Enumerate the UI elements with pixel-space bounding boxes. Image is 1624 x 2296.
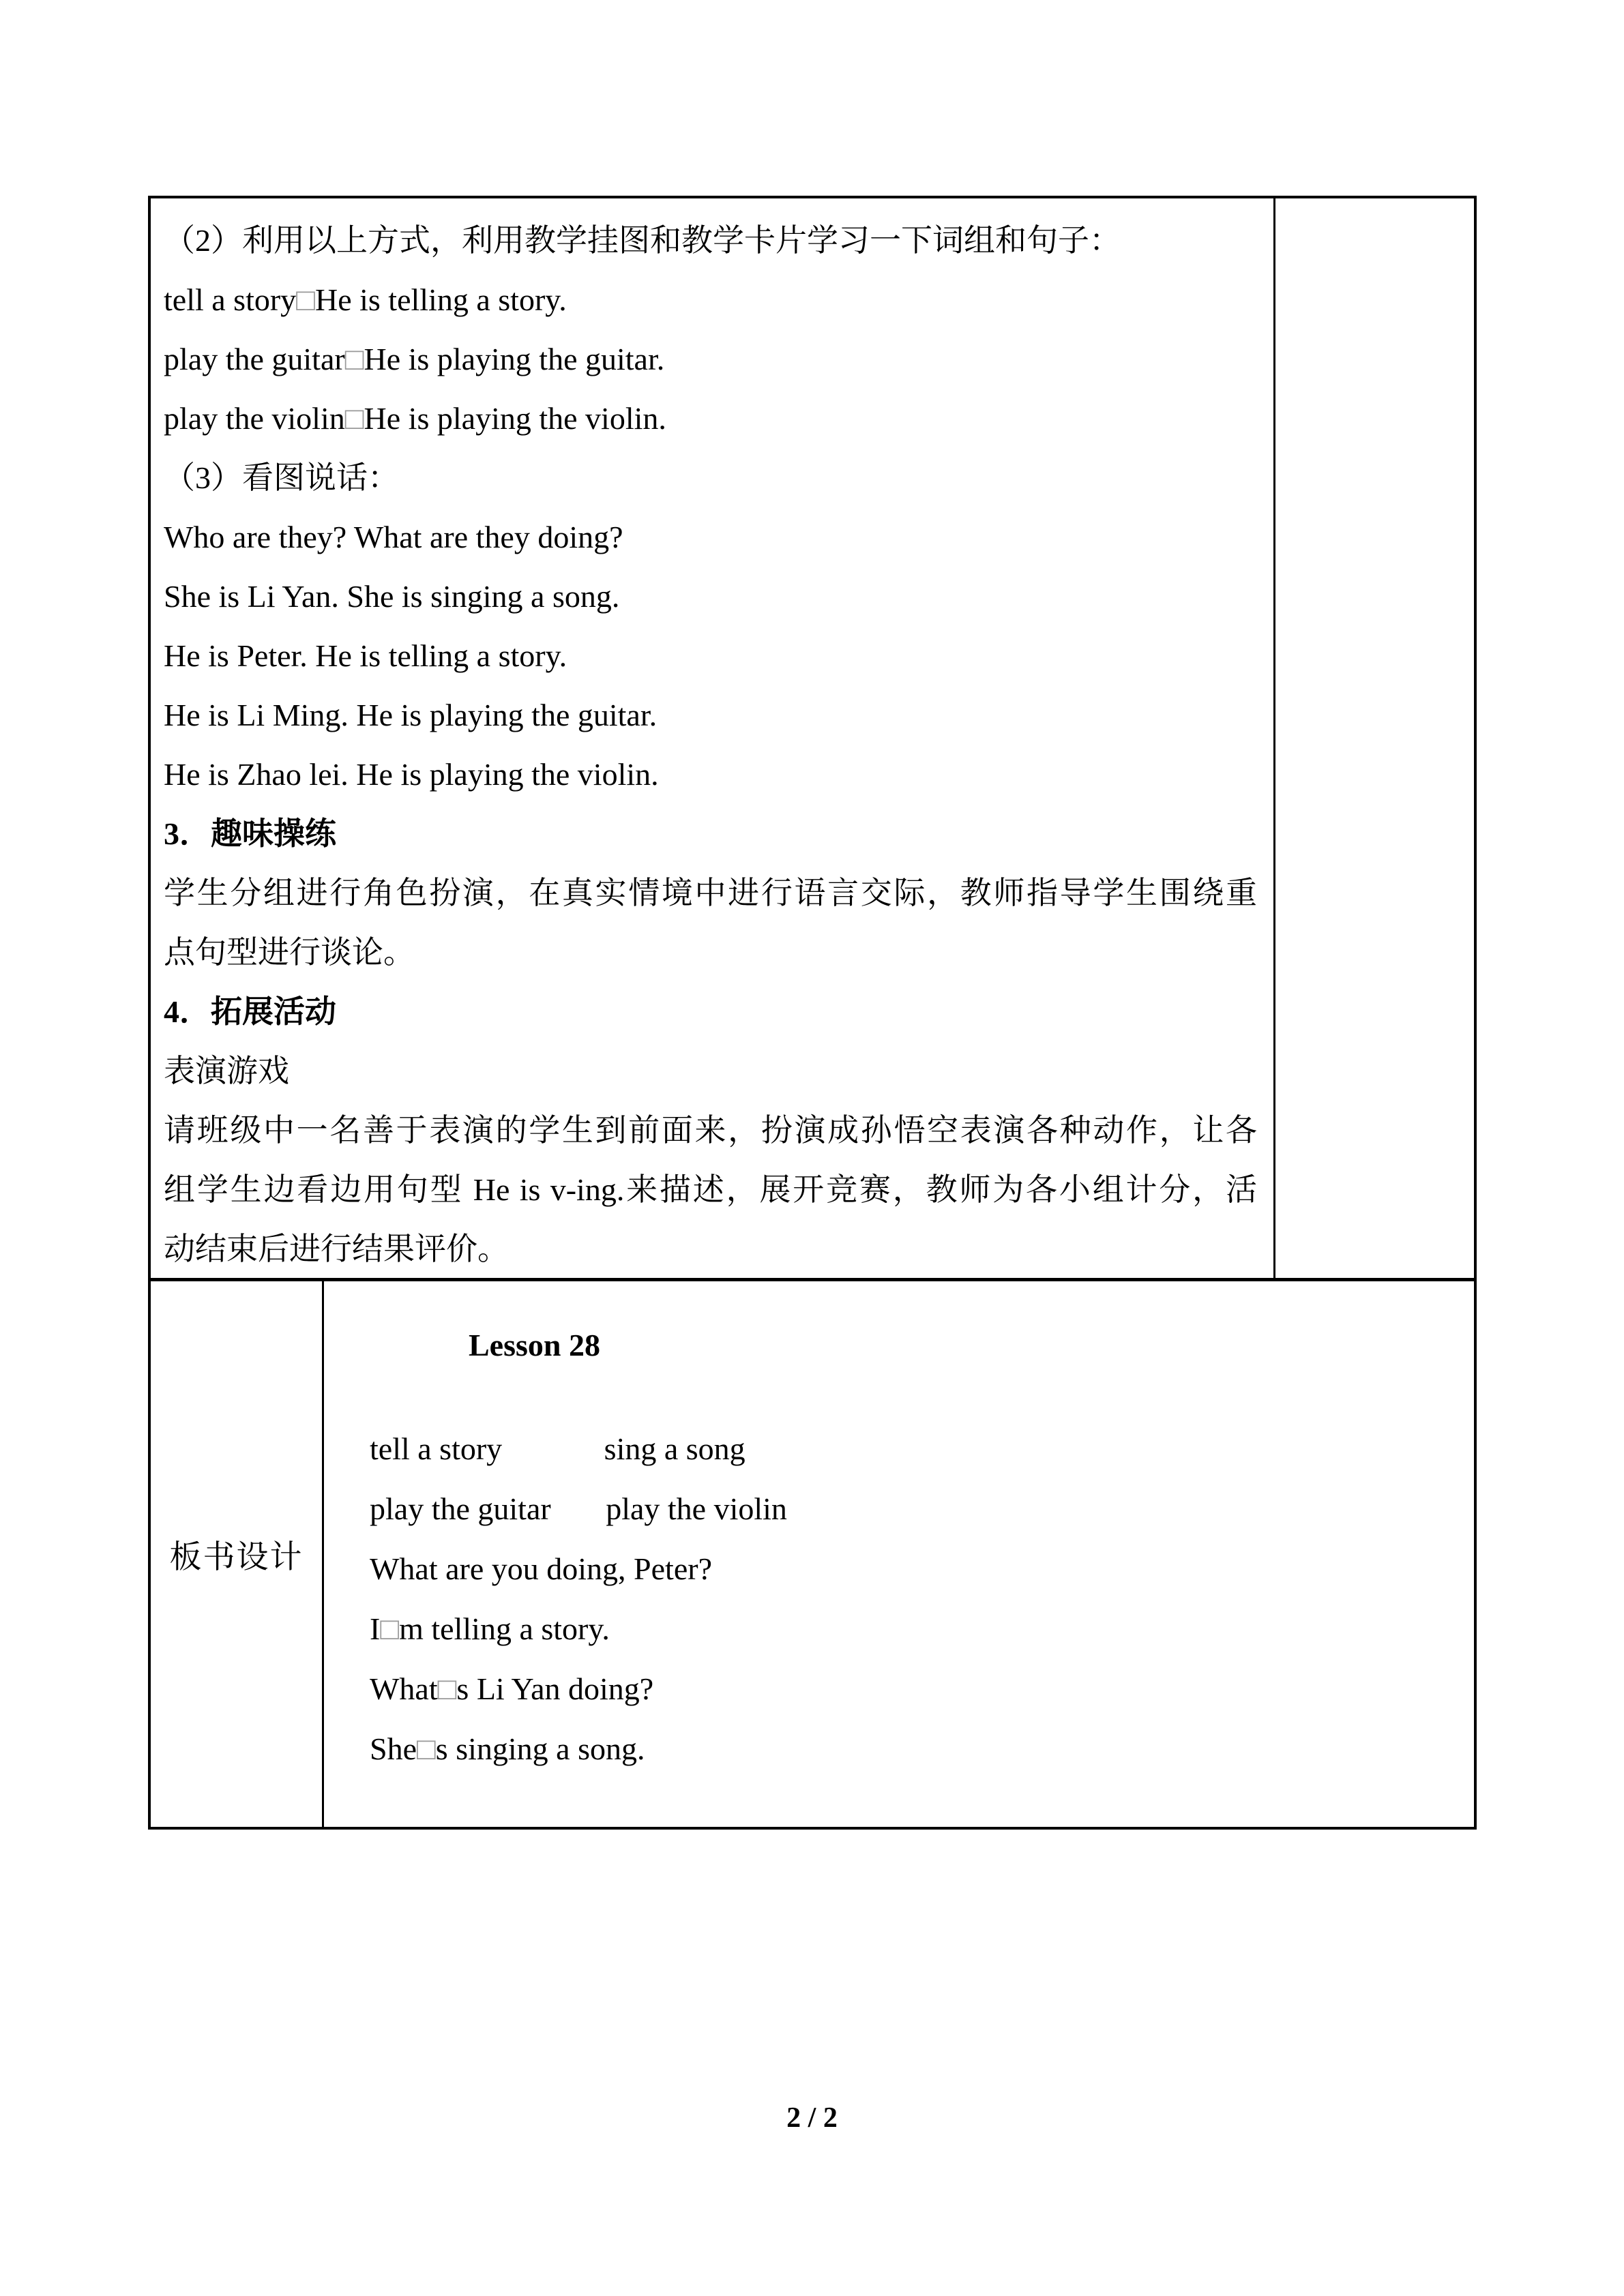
side-column-cell xyxy=(1275,198,1474,1278)
missing-glyph-box: □ xyxy=(417,1731,436,1766)
text-line: tell a story□He is telling a story. xyxy=(164,282,567,317)
text-line: （3）看图说话： xyxy=(164,460,399,495)
section-heading: 3．趣味操练 xyxy=(164,816,336,851)
text-line: He is Li Ming. He is playing the guitar. xyxy=(164,698,658,732)
text-line: 学生分组进行角色扮演，在真实情境中进行语言交际，教师指导学生围绕重 xyxy=(164,876,1257,910)
board-design-label-cell xyxy=(151,1281,324,1827)
missing-glyph-box: □ xyxy=(296,282,315,317)
text-line: 表演游戏 xyxy=(164,1054,289,1088)
teaching-steps-row xyxy=(151,198,1474,1281)
text-line: He is Zhao lei. He is playing the violin. xyxy=(164,757,659,792)
page-number: 2 / 2 xyxy=(786,2102,838,2134)
text-line: Who are they? What are they doing? xyxy=(164,520,623,554)
text-line: tell a story sing a song xyxy=(370,1431,745,1466)
missing-glyph-box: □ xyxy=(380,1611,400,1646)
text-line: He is Peter. He is telling a story. xyxy=(164,638,567,673)
board-design-row xyxy=(151,1281,1474,1827)
text-line: She is Li Yan. She is singing a song. xyxy=(164,579,620,614)
text-line: （2）利用以上方式，利用教学挂图和教学卡片学习一下词组和句子： xyxy=(164,223,1121,258)
teaching-steps-cell xyxy=(151,198,1275,1278)
text-line: 组学生边看边用句型 He is v-ing.来描述，展开竞赛，教师为各小组计分，活 xyxy=(164,1172,1257,1207)
text-line: play the violin□He is playing the violin. xyxy=(164,401,666,436)
text-line: What□s Li Yan doing? xyxy=(370,1671,654,1706)
text-line: 点句型进行谈论。 xyxy=(164,935,415,970)
text-line: 动结束后进行结果评价。 xyxy=(164,1232,509,1266)
board-design-label: 板书设计 xyxy=(169,1539,304,1575)
section-heading: 4．拓展活动 xyxy=(164,994,336,1029)
missing-glyph-box: □ xyxy=(437,1671,457,1706)
text-line: play the guitar□He is playing the guitar. xyxy=(164,342,665,376)
board-design-content-cell xyxy=(324,1281,1474,1827)
text-line: She□s singing a song. xyxy=(370,1731,645,1766)
text-line: play the guitar play the violin xyxy=(370,1491,787,1526)
text-line: I□m telling a story. xyxy=(370,1611,610,1646)
missing-glyph-box: □ xyxy=(344,401,364,436)
text-line: What are you doing, Peter? xyxy=(370,1551,712,1586)
text-line: 请班级中一名善于表演的学生到前面来，扮演成孙悟空表演各种动作，让各 xyxy=(164,1113,1257,1148)
lesson-plan-table xyxy=(148,196,1477,1830)
lesson-title: Lesson 28 xyxy=(469,1328,600,1362)
missing-glyph-box: □ xyxy=(344,342,364,376)
